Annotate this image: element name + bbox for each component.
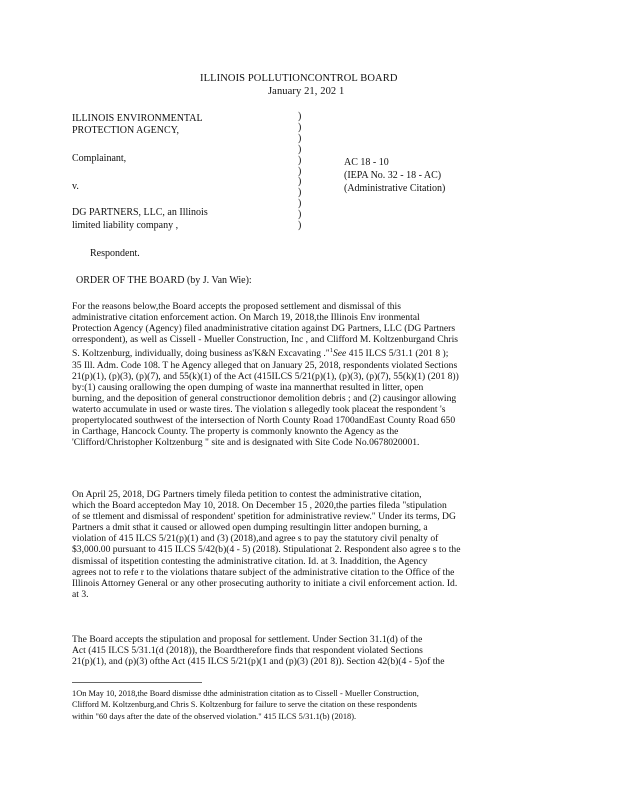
paragraph-2-line: of se ttlement and dismissal of respondent' spetition for administrative review." Under its terms, DG xyxy=(72,511,456,523)
paren: ) xyxy=(298,187,302,199)
paren: ) xyxy=(298,121,302,133)
statute-cite: 415 ILCS 5/31.1 (201 8 ); xyxy=(348,348,449,360)
paren: ) xyxy=(298,176,302,188)
paragraph-1-line: For the reasons below,the Board accepts the proposed settlement and dismissal of this xyxy=(72,301,401,312)
paragraph-1-line: Protection Agency (Agency) filed anadministrative citation against DG Partners, LLC (DG Partners xyxy=(72,323,456,335)
paragraph-2-line: dismissal of itspetition contesting the administrative citation. Id. at 3. Inaddition, the Agency xyxy=(72,555,428,567)
paragraph-3-line: 21(p)(1), and (p)(3) ofthe Act (415 ILCS 5/21(p)(1 and (p)(3) (201 8)). Section 42(b)(4 - 5)of the xyxy=(72,656,445,668)
paragraph-1-line: by:(1) causing orallowing the open dumping of waste ina mannerthat resulted in litter, open xyxy=(72,381,424,393)
case-type: (Administrative Citation) xyxy=(344,183,446,194)
respondent-label: Respondent. xyxy=(90,248,140,259)
paragraph-1-line: administrative citation enforcement action. On March 19, 2018,the Illinois Env ironmental xyxy=(72,312,420,324)
paragraph-1-line: 21(p)(1), (p)(3), (p)(7), and 55(k)(1) of the Act (415ILCS 5/21(p)(1), (p)(3), (p)(7), 55(k)(1) (201 8)) xyxy=(72,370,459,382)
complainant-label: Complainant, xyxy=(72,153,127,164)
order-date: January 21, 202 1 xyxy=(268,86,345,97)
paren: ) xyxy=(298,132,302,144)
footnote-divider xyxy=(72,682,202,683)
iepa-number: (IEPA No. 32 - 18 - AC) xyxy=(344,170,442,181)
footnote-marker: 1 xyxy=(329,347,333,355)
order-heading: ORDER OF THE BOARD (by J. Van Wie): xyxy=(76,275,252,286)
versus-label: v. xyxy=(72,181,79,192)
footnote-line: Clifford M. Koltzenburg,and Chris S. Koltzenburg for failure to serve the citation on these respondents xyxy=(72,700,417,710)
paragraph-2-line: agrees not to refe r to the violations thatare subject of the administrative citation to the Office of the xyxy=(72,566,455,578)
paragraph-1-line: 35 Ill. Adm. Code 108. T he Agency alleged that on January 25, 2018, respondents violated Sections xyxy=(72,359,458,371)
footnote-line: within "60 days after the date of the observed violation." 415 ILCS 5/31.1(b) (2018). xyxy=(72,711,357,721)
paragraph-2-line: Illinois Attorney General or any other prosecuting authority to initiate a civil enforcement action. Id. xyxy=(72,577,458,589)
paragraph-2 xyxy=(72,489,548,600)
paren: ) xyxy=(298,220,302,232)
complainant-name-line1: ILLINOIS ENVIRONMENTAL xyxy=(72,113,203,124)
respondent-name-line1: DG PARTNERS, LLC, an Illinois xyxy=(72,207,208,218)
paragraph-2-line: which the Board acceptedon May 10, 2018. On December 15 , 2020,the parties fileda "stipulation xyxy=(72,500,447,512)
paragraph-3-line: The Board accepts the stipulation and proposal for settlement. Under Section 31.1(d) of the xyxy=(72,634,423,645)
paragraph-2-line: $3,000.00 pursuant to 415 ILCS 5/42(b)(4 - 5) (2018). Stipulationat 2. Respondent also agree s to the xyxy=(72,544,461,556)
paragraph-3-line: Act (415 ILCS 5/31.1(d (2018)), the Boardtherefore finds that respondent violated Sections xyxy=(72,645,423,657)
paragraph-1-line-text: S. Koltzenburg, individually, doing business as'K&N Excavating ." xyxy=(72,348,330,360)
board-title: ILLINOIS POLLUTIONCONTROL BOARD xyxy=(200,73,398,84)
paragraph-2-line: at 3. xyxy=(72,588,89,600)
paragraph-1-line: propertylocated southwest of the intersection of North County Road 1700andEast County Road 650 xyxy=(72,415,456,427)
paragraph-1-line: 'Clifford/Christopher Koltzenburg " site and is designated with Site Code No.0678020001. xyxy=(72,437,420,449)
paragraph-1-line: in Carthage, Hancock County. The property is commonly knownto the Agency as the xyxy=(72,426,399,438)
paren: ) xyxy=(298,154,302,166)
footnote-line: 1On May 10, 2018,the Board dismisse dthe administration citation as to Cissell - Mueller Construction, xyxy=(72,689,419,698)
respondent-name-line2: limited liability company , xyxy=(72,220,179,231)
paragraph-1-line: orrespondent), as well as Cissell - Mueller Construction, Inc , and Clifford M. Koltzenburgand Chris xyxy=(72,334,458,346)
paragraph-3 xyxy=(72,634,548,667)
paren: ) xyxy=(298,209,302,221)
paren: ) xyxy=(298,111,302,122)
see-signal: See xyxy=(332,348,347,360)
paragraph-1 xyxy=(72,301,548,448)
paren: ) xyxy=(298,198,302,210)
paragraph-2-line: violation of 415 ILCS 5/21(p)(1) and (3) (2018),and agree s to pay the statutory civil penalty of xyxy=(72,533,439,545)
paragraph-1-line: burning, and the deposition of general constructionor demolition debris ; and (2) causingor allowing xyxy=(72,392,457,404)
paragraph-2-line: Partners a dmit sthat it caused or allowed open dumping resultingin litter andopen burning, a xyxy=(72,522,428,534)
paragraph-1-line: waterto accumulate in used or waste tires. The violation s allegedly took placeat the respondent 's xyxy=(72,404,446,416)
paragraph-2-line: On April 25, 2018, DG Partners timely fileda petition to contest the administrative citation, xyxy=(72,489,422,500)
paragraph-1-line xyxy=(72,345,548,359)
paren: ) xyxy=(298,143,302,155)
caption-parentheses xyxy=(298,112,301,232)
footnote xyxy=(72,688,546,722)
paren: ) xyxy=(298,165,302,177)
case-number: AC 18 - 10 xyxy=(344,157,389,168)
complainant-name-line2: PROTECTION AGENCY, xyxy=(72,125,180,136)
